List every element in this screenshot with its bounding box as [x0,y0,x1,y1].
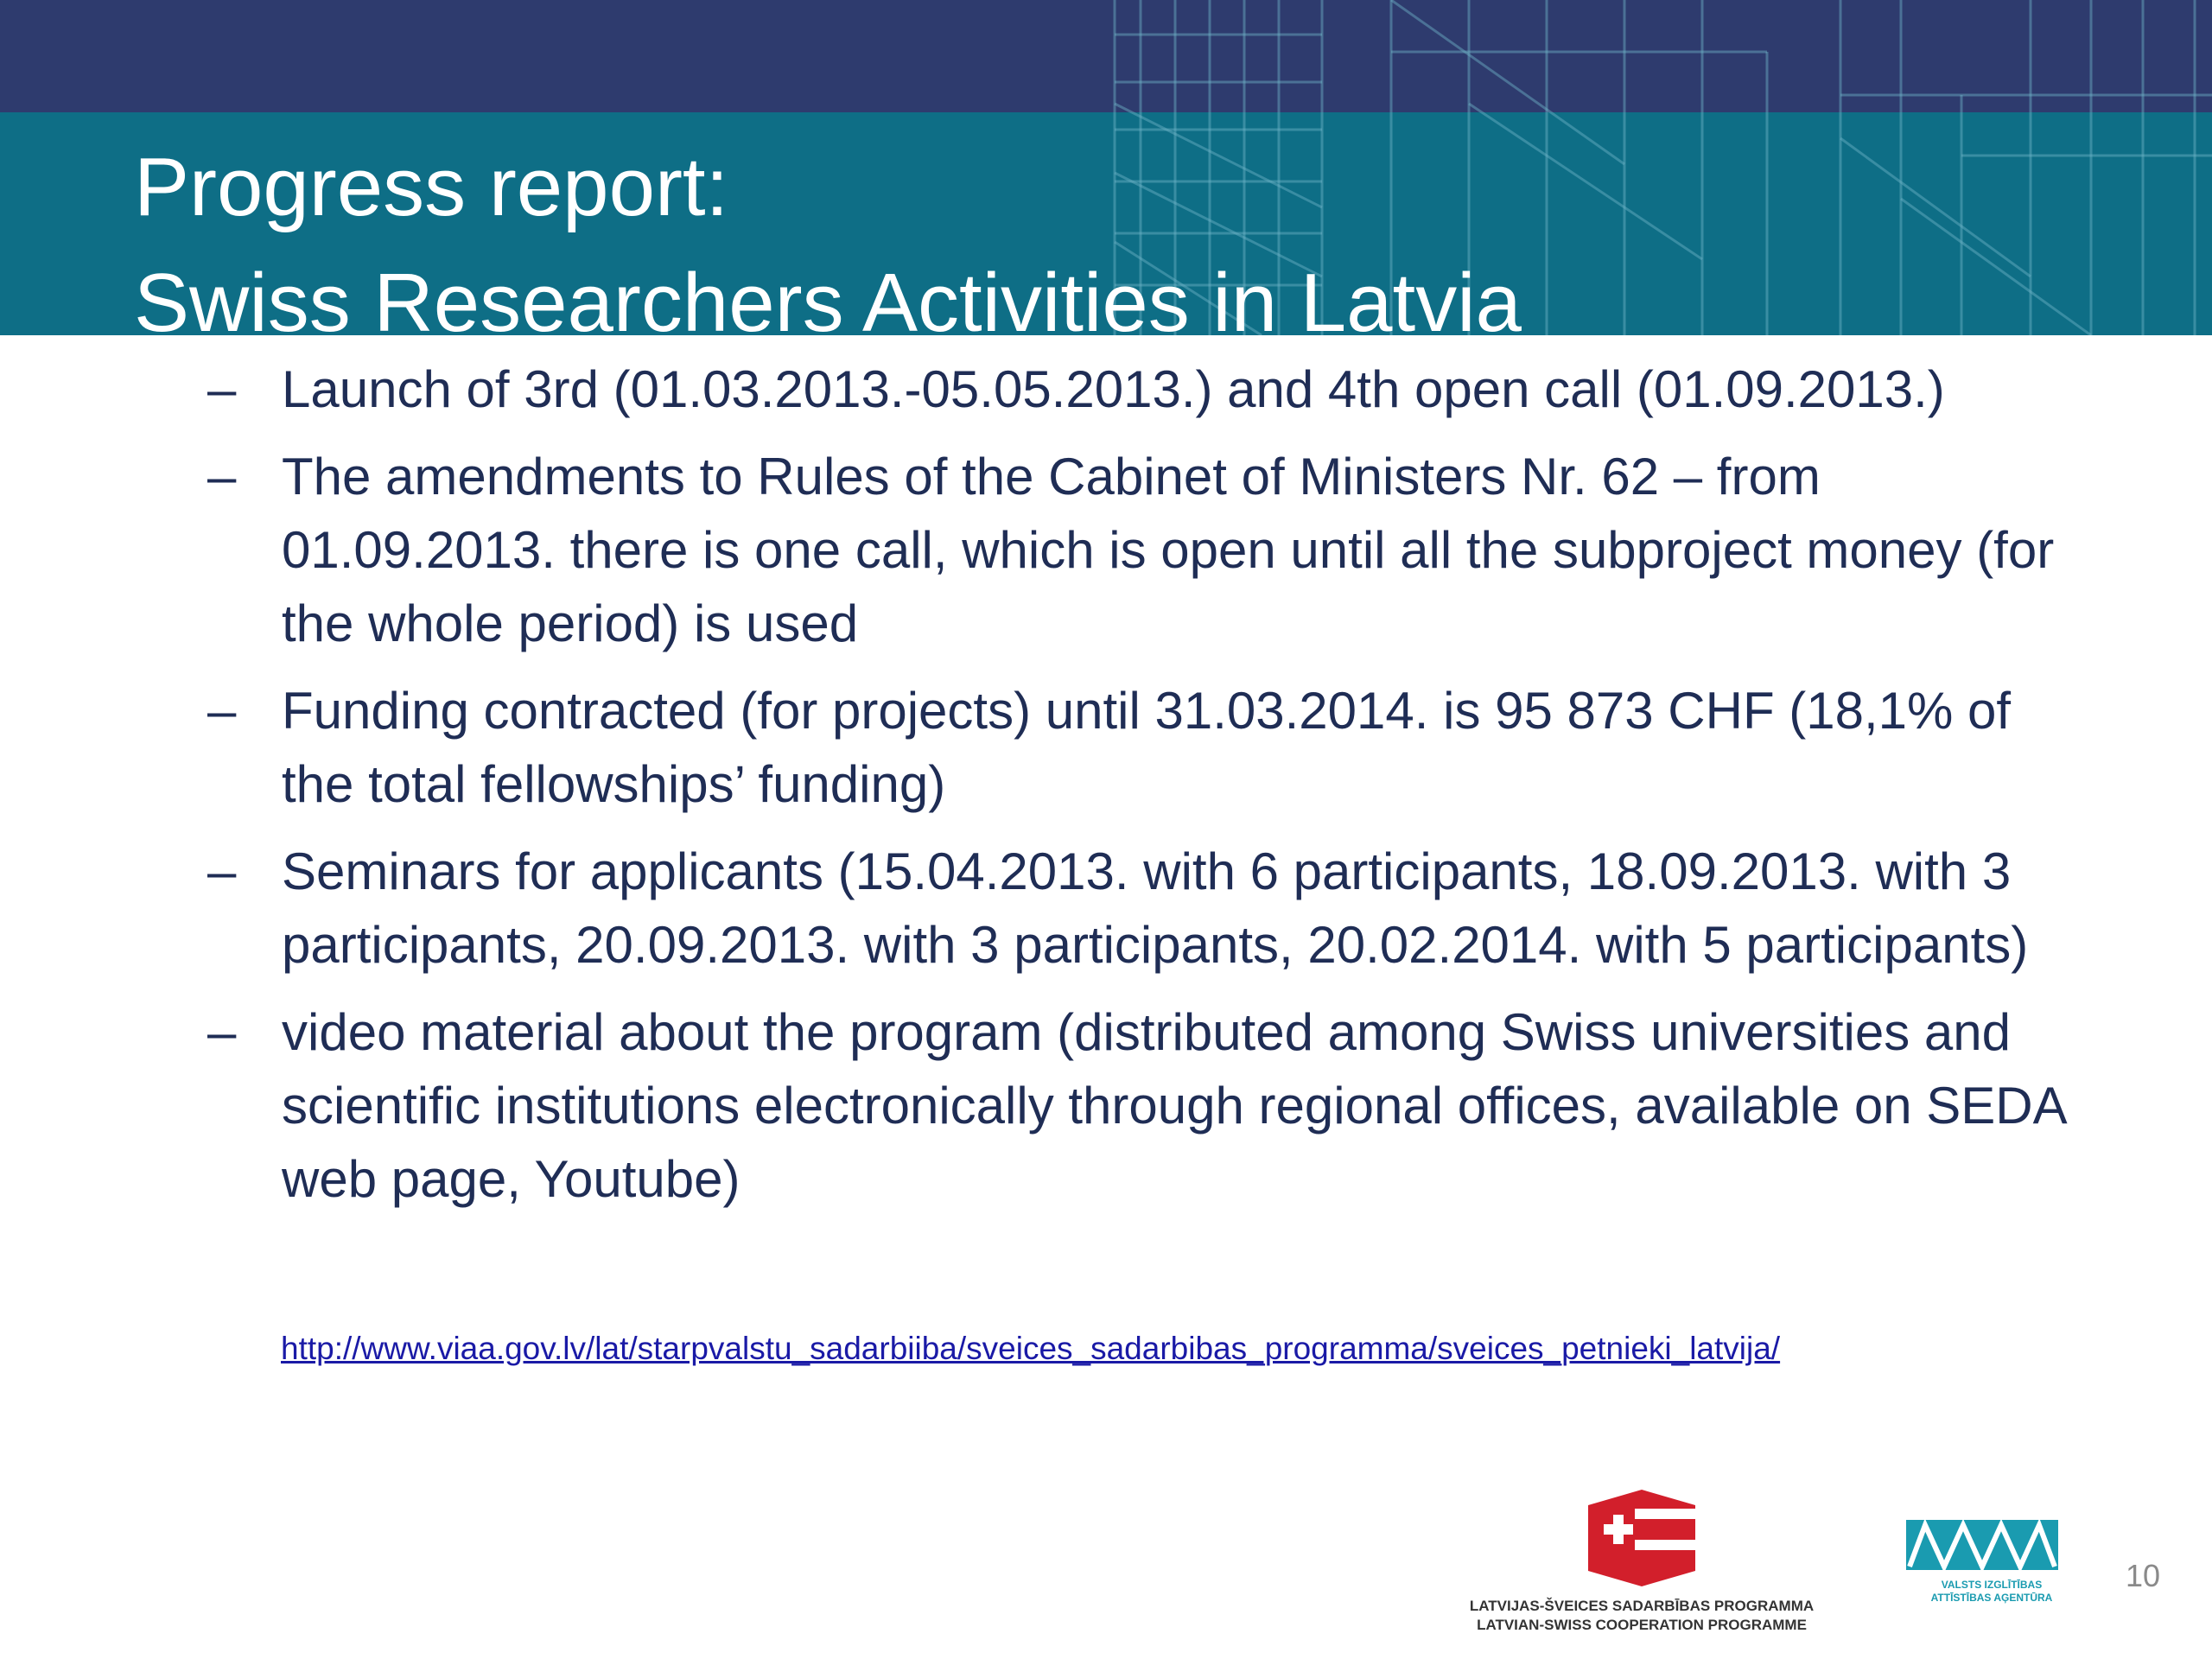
slide-header [0,0,2212,335]
bullet-text: Seminars for applicants (15.04.2013. with 6 participants, 18.09.2013. with 3 participants, 20.09.2013. with 3 participants, 20.02.2014. with 5 participants) [282,842,2029,974]
bullet-dash: – [207,842,237,900]
bullet-text: Launch of 3rd (01.03.2013.-05.05.2013.) and 4th open call (01.09.2013.) [282,360,1945,418]
swiss-programme-line-2: LATVIAN-SWISS COOPERATION PROGRAMME [1477,1617,1807,1633]
bullet-item [207,353,2091,426]
bullet-item [207,674,2091,821]
swiss-cross-flag-icon [1581,1486,1702,1590]
slide-title [134,130,1522,335]
latvian-swiss-programme-logo [1460,1486,1823,1633]
bullet-text: Funding contracted (for projects) until 31.03.2014. is 95 873 CHF (18,1% of the total fellowships’ funding) [282,682,2012,813]
viaa-waves-icon [1906,1516,2058,1573]
swiss-programme-line-1: LATVIJAS-ŠVEICES SADARBĪBAS PROGRAMMA [1469,1598,1815,1614]
page-number: 10 [2126,1558,2161,1593]
bullet-dash: – [207,448,237,505]
bullet-dash: – [207,682,237,740]
bullet-item [207,995,2091,1216]
bullet-item [207,440,2091,660]
viaa-line-2: ATTĪSTĪBAS AĢENTŪRA [1930,1592,2053,1604]
viaa-caption [1901,1579,2082,1605]
viaa-line-1: VALSTS IZGLĪTĪBAS [1941,1579,2043,1591]
title-line-1: Progress report: [134,141,729,233]
bullet-dash: – [207,1003,237,1061]
bullet-item [207,835,2091,982]
bullet-list [207,353,2091,1230]
bullet-dash: – [207,360,237,418]
viaa-agency-logo [1901,1516,2082,1620]
bullet-text: video material about the program (distributed among Swiss universities and scientific institutions electronically through regional offices, available on SEDA web page, Youtube) [282,1003,2065,1208]
bullet-text: The amendments to Rules of the Cabinet of Ministers Nr. 62 – from 01.09.2013. there is one call, which is open until all the subproject money (for the whole period) is used [282,448,2055,652]
swiss-programme-caption [1460,1597,1823,1635]
program-web-link[interactable]: http://www.viaa.gov.lv/lat/starpvalstu_sadarbiiba/sveices_sadarbibas_programma/sveices_petnieki_latvija/ [281,1331,1781,1366]
title-line-2: Swiss Researchers Activities in Latvia [134,257,1522,335]
